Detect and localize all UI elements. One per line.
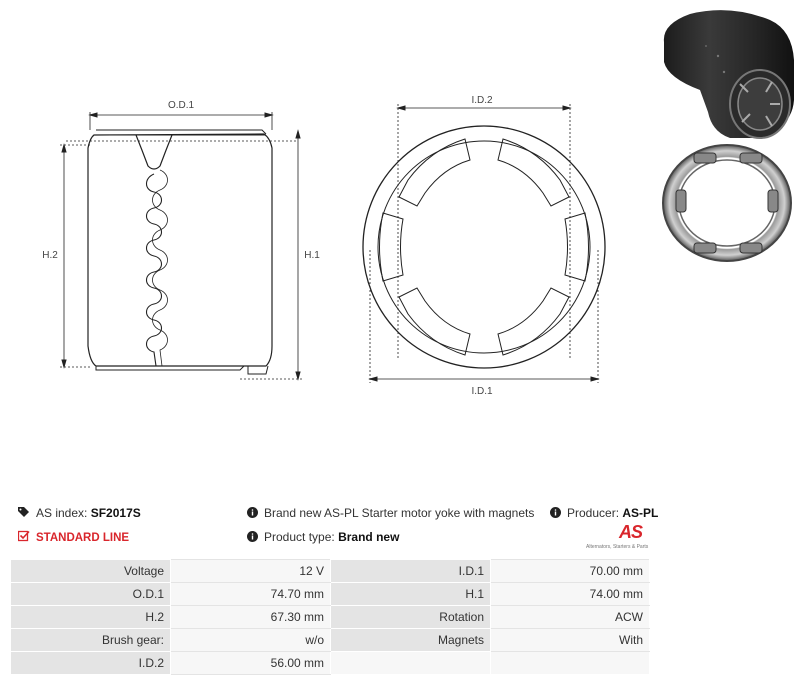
side-view — [60, 112, 302, 379]
checkbox-icon — [18, 530, 30, 545]
spec-value: 56.00 mm — [171, 652, 331, 675]
product-photo-ring — [663, 145, 791, 261]
spec-label-empty — [331, 652, 491, 675]
table-row — [11, 606, 650, 629]
as-index-value: SF2017S — [90, 506, 141, 520]
table-row — [11, 560, 650, 583]
spec-value: 67.30 mm — [171, 606, 331, 629]
description — [247, 506, 534, 521]
product-type-value: Brand new — [338, 530, 400, 544]
spec-value: 12 V — [171, 560, 331, 583]
table-row — [11, 583, 650, 606]
spec-value: 74.70 mm — [171, 583, 331, 606]
spec-table — [10, 559, 650, 675]
spec-label: I.D.2 — [11, 652, 171, 675]
spec-value: 74.00 mm — [491, 583, 650, 606]
spec-label: H.2 — [11, 606, 171, 629]
dim-label-h2: H.2 — [42, 250, 58, 261]
product-type — [247, 530, 399, 545]
table-row — [11, 652, 650, 675]
producer — [550, 506, 658, 521]
dim-label-h1: H.1 — [304, 250, 320, 261]
info-icon — [247, 531, 258, 545]
dim-label-id1: I.D.1 — [471, 386, 493, 397]
spec-label: Rotation — [331, 606, 491, 629]
producer-value: AS-PL — [622, 506, 659, 520]
spec-value: w/o — [171, 629, 331, 652]
tag-icon — [18, 507, 30, 521]
spec-value: 70.00 mm — [491, 560, 650, 583]
spec-label: H.1 — [331, 583, 491, 606]
logo-tagline: Alternators, Starters & Parts — [586, 544, 649, 550]
info-icon — [247, 507, 258, 521]
product-photo-cylinder — [664, 10, 794, 138]
spec-value: ACW — [491, 606, 650, 629]
table-row — [11, 629, 650, 652]
spec-label: Brush gear: — [11, 629, 171, 652]
spec-value-empty — [491, 652, 650, 675]
as-index — [18, 506, 141, 521]
spec-label: O.D.1 — [11, 583, 171, 606]
spec-label: I.D.1 — [331, 560, 491, 583]
producer-label: Producer: — [567, 506, 620, 520]
line-label: STANDARD LINE — [36, 532, 130, 544]
dim-label-id2: I.D.2 — [471, 95, 493, 106]
line-badge — [18, 530, 129, 545]
spec-label: Magnets — [331, 629, 491, 652]
description-text: Brand new AS-PL Starter motor yoke with magnets — [264, 506, 535, 520]
logo-mark: AS — [618, 522, 642, 542]
top-view — [363, 104, 605, 383]
as-index-label: AS index: — [36, 506, 88, 520]
spec-value: With — [491, 629, 650, 652]
spec-label: Voltage — [11, 560, 171, 583]
dim-label-od1: O.D.1 — [167, 100, 195, 111]
info-icon — [550, 507, 561, 521]
product-type-label: Product type: — [264, 530, 335, 544]
as-pl-logo — [586, 522, 648, 552]
